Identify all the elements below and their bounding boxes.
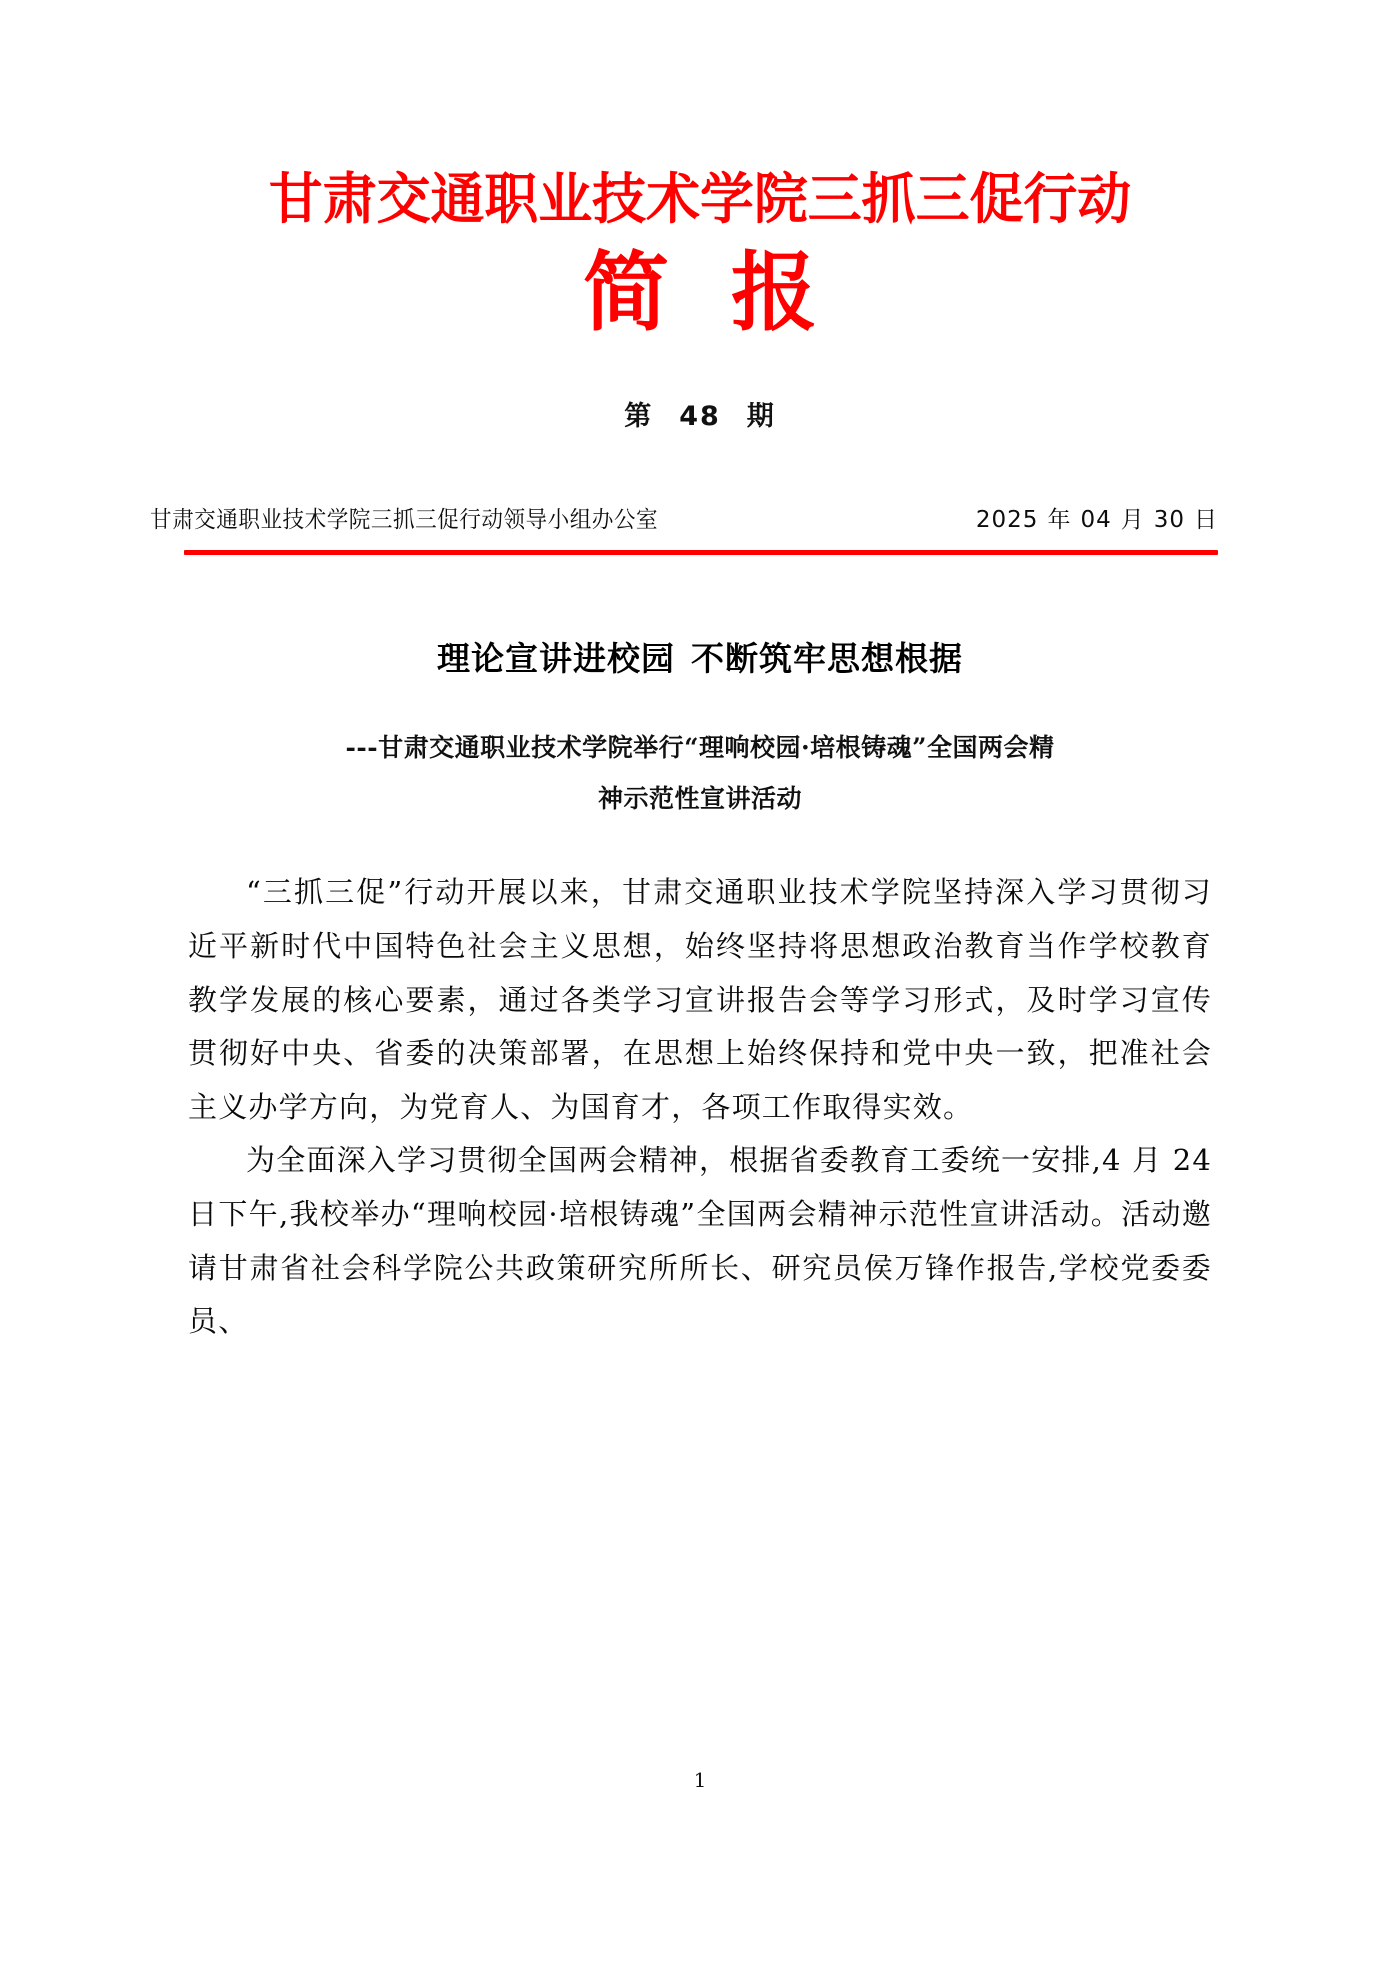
article-body [188,866,1212,1349]
issue-number: 48 [679,400,721,432]
article [140,633,1260,1349]
issue-prefix-label: 第 [624,400,654,432]
date-month: 04 [1080,506,1112,533]
bulletin-word: 简报 [583,241,879,343]
article-title-part-1: 理论宣讲进校园 [437,638,675,678]
article-subtitle-line-2: 神示范性宣讲活动 [597,784,802,813]
issue-date [976,501,1218,534]
date-year: 2025 [975,506,1039,533]
article-subtitle [188,722,1212,825]
body-paragraph: 为全面深入学习贯彻全国两会精神，根据省委教育工委统一安排,4 月 24 日下午,我校举办“理响校园·培根铸魂”全国两会精神示范性宣讲活动。活动邀请甘肃省社会科学院公共政策研究所所长、研究员侯万锋作报告,学校党委委员、 [188,1143,1213,1339]
issue-line [140,394,1260,433]
date-day-label: 日 [1194,506,1218,533]
issuing-office: 甘肃交通职业技术学院三抓三促行动领导小组办公室 [150,506,659,533]
article-subtitle-line-1: ---甘肃交通职业技术学院举行“理响校园·培根铸魂”全国两会精 [345,732,1055,762]
office-and-date-row [140,501,1260,534]
article-title [188,633,1212,680]
date-day: 30 [1153,506,1185,533]
page-sheet [140,0,1260,1981]
masthead [140,0,1260,555]
organization-title: 甘肃交通职业技术学院三抓三促行动 [268,166,1132,231]
masthead-red-rule [184,550,1218,555]
body-paragraph: “三抓三促”行动开展以来，甘肃交通职业技术学院坚持深入学习贯彻习近平新时代中国特色社会主义思想，始终坚持将思想政治教育当作学校教育教学发展的核心要素，通过各类学习宣讲报告会等学习形式，及时学习宣传贯彻好中央、省委的决策部署，在思想上始终保持和党中央一致，把准社会主义办学方向，为党育人、为国育才，各项工作取得实效。 [188,875,1212,1124]
page-number: 1 [693,1768,707,1792]
date-year-label: 年 [1047,506,1072,533]
issue-suffix-label: 期 [746,400,776,432]
article-title-part-2: 不断筑牢思想根据 [691,638,963,678]
date-month-label: 月 [1120,506,1145,533]
